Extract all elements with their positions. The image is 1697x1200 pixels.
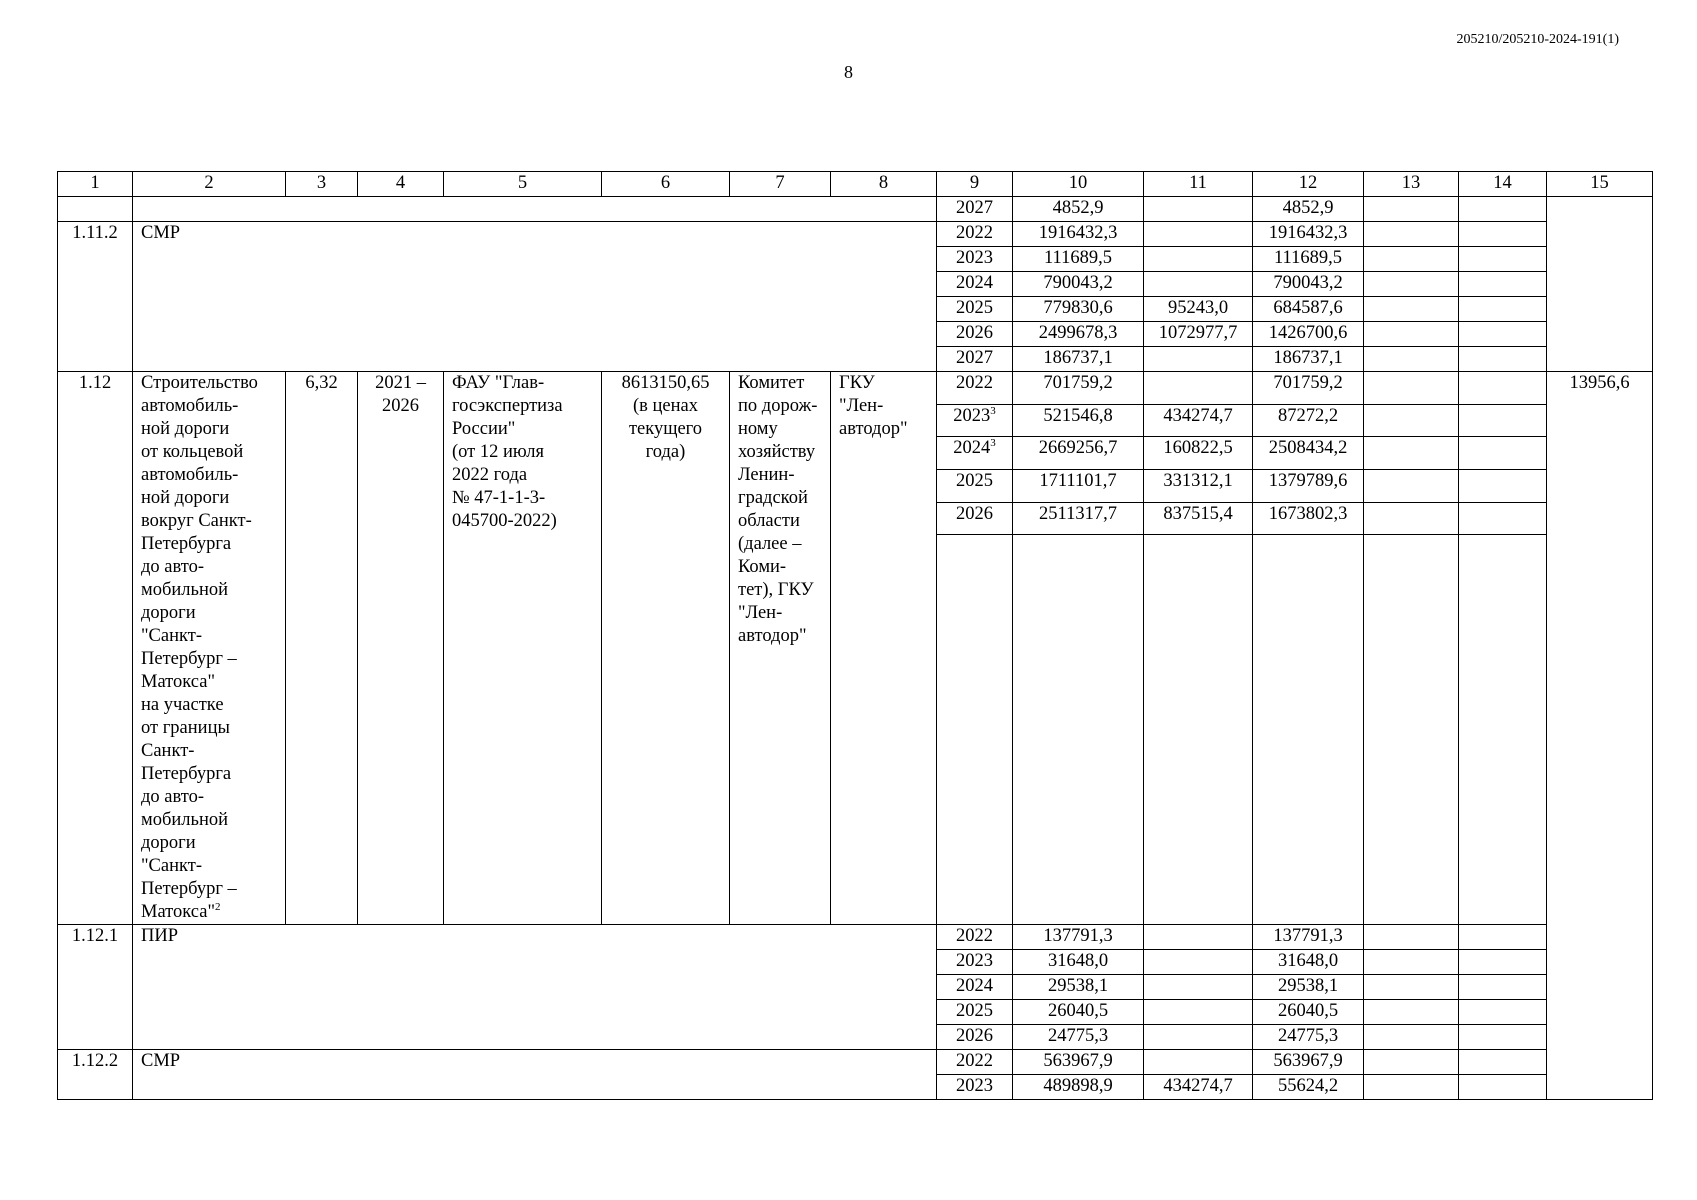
document-id: 205210/205210-2024-191(1) [1456, 32, 1619, 47]
year-footnote-mark: 3 [990, 404, 996, 417]
value-cell-c12: 2508434,2 [1253, 437, 1364, 470]
table-row [58, 925, 1653, 950]
value-cell-c10: 701759,2 [1013, 372, 1144, 405]
empty-cell-13 [1364, 470, 1459, 503]
item-name: СМР [133, 1050, 937, 1100]
value-cell-c12: 1379789,6 [1253, 470, 1364, 503]
year-value: 2022 [956, 926, 993, 946]
value-cell-c11 [1144, 925, 1253, 950]
value-cell-c12: 26040,5 [1253, 1000, 1364, 1025]
value-cell-c11 [1144, 1000, 1253, 1025]
empty-cell-13 [1364, 1050, 1459, 1075]
empty-cell-14 [1459, 404, 1547, 437]
year-value: 2022 [956, 223, 993, 243]
value-cell-c11 [1144, 1025, 1253, 1050]
year-value: 2025 [956, 471, 993, 492]
year-value: 2026 [956, 1026, 993, 1046]
year-value: 2025 [956, 1001, 993, 1021]
column-number: 6 [602, 172, 730, 197]
year-value: 2022 [956, 373, 993, 393]
column-number: 11 [1144, 172, 1253, 197]
value-cell-c11 [1144, 372, 1253, 405]
page-number: 8 [844, 62, 853, 82]
year-cell [937, 222, 1013, 247]
empty-cell-13 [1364, 404, 1459, 437]
empty-cell-13 [1364, 925, 1459, 950]
year-cell [937, 247, 1013, 272]
year-value: 2024 [953, 438, 991, 459]
empty-cell-1 [58, 197, 133, 222]
year-cell [937, 1075, 1013, 1100]
column-number: 13 [1364, 172, 1459, 197]
value-cell-c12: 55624,2 [1253, 1075, 1364, 1100]
value-cell-c12: 790043,2 [1253, 272, 1364, 297]
value-cell-c10: 31648,0 [1013, 950, 1144, 975]
value-cell-c11: 1072977,7 [1144, 322, 1253, 347]
column-number: 3 [286, 172, 358, 197]
value-cell-c11 [1144, 197, 1253, 222]
year-cell: 2027 [937, 197, 1013, 222]
table-header-row [58, 172, 1653, 197]
executor-cell: ГКУ "Лен- автодор" [831, 372, 937, 925]
empty-cell-14 [1459, 222, 1547, 247]
value-cell-c10: 111689,5 [1013, 247, 1144, 272]
value-cell-c10: 790043,2 [1013, 272, 1144, 297]
empty-cell-14 [1459, 1025, 1547, 1050]
year-cell [937, 404, 1013, 437]
column-15-value: 13956,6 [1547, 372, 1653, 1100]
value-cell-c11: 837515,4 [1144, 502, 1253, 535]
empty-cell [1144, 535, 1253, 925]
value-cell-c12: 24775,3 [1253, 1025, 1364, 1050]
value-cell-c12: 563967,9 [1253, 1050, 1364, 1075]
value-cell-c12: 1916432,3 [1253, 222, 1364, 247]
item-number: 1.12.2 [58, 1050, 133, 1100]
table-row [58, 197, 1653, 222]
year-value: 2026 [956, 323, 993, 343]
empty-cell-13 [1364, 222, 1459, 247]
empty-cell-14 [1459, 347, 1547, 372]
empty-cell-14 [1459, 1075, 1547, 1100]
value-cell-c10: 779830,6 [1013, 297, 1144, 322]
value-cell-c10: 24775,3 [1013, 1025, 1144, 1050]
empty-cell-14 [1459, 1050, 1547, 1075]
empty-cell-14 [1459, 925, 1547, 950]
table-row [58, 1050, 1653, 1075]
item-name [133, 372, 286, 925]
value-cell-c10: 521546,8 [1013, 404, 1144, 437]
value-cell-c12: 1673802,3 [1253, 502, 1364, 535]
empty-cell-14 [1459, 247, 1547, 272]
year-cell [937, 502, 1013, 535]
year-value: 2022 [956, 1051, 993, 1071]
year-value: 2023 [953, 405, 991, 426]
year-cell [937, 322, 1013, 347]
empty-cell-13 [1364, 1000, 1459, 1025]
value-cell-c12: 87272,2 [1253, 404, 1364, 437]
column-number: 9 [937, 172, 1013, 197]
item-number: 1.12 [58, 372, 133, 925]
value-cell-c12: 111689,5 [1253, 247, 1364, 272]
empty-cell-14 [1459, 322, 1547, 347]
item-name-text: Строительство автомобиль- ной дороги от кольцевой автомобиль- ной дороги вокруг Санкт- Петербурга до авто- мобильной дороги "Санкт- Петербург – Матокса" на участке от границы Санкт- Петербурга до авто- мобильной дороги "Санкт- Петербург – Матокса" [141, 373, 258, 922]
value-cell-c11: 331312,1 [1144, 470, 1253, 503]
value-cell-c12: 701759,2 [1253, 372, 1364, 405]
value-cell-c10: 4852,9 [1013, 197, 1144, 222]
empty-cell-14 [1459, 470, 1547, 503]
empty-cell-14 [1459, 950, 1547, 975]
empty-cell-13 [1364, 322, 1459, 347]
budget-table [57, 171, 1653, 1100]
value-cell-c12: 1426700,6 [1253, 322, 1364, 347]
empty-cell [1364, 535, 1459, 925]
empty-cell-14 [1459, 437, 1547, 470]
year-footnote-mark: 3 [990, 437, 996, 450]
empty-cell-14 [1459, 197, 1547, 222]
empty-cell-13 [1364, 1075, 1459, 1100]
column-number: 7 [730, 172, 831, 197]
empty-cell-14 [1459, 372, 1547, 405]
year-cell [937, 470, 1013, 503]
year-value: 2023 [956, 248, 993, 268]
empty-cell-14 [1459, 502, 1547, 535]
empty-cell-13 [1364, 372, 1459, 405]
column-number: 8 [831, 172, 937, 197]
value-cell-c12: 31648,0 [1253, 950, 1364, 975]
value-cell-c11 [1144, 975, 1253, 1000]
value-cell-c11 [1144, 347, 1253, 372]
column-number: 10 [1013, 172, 1144, 197]
column-number: 14 [1459, 172, 1547, 197]
empty-cell-13 [1364, 437, 1459, 470]
value-cell-c10: 563967,9 [1013, 1050, 1144, 1075]
value-cell-c10: 1711101,7 [1013, 470, 1144, 503]
value-cell-c11 [1144, 247, 1253, 272]
value-cell-c11: 95243,0 [1144, 297, 1253, 322]
value-cell-c10: 1916432,3 [1013, 222, 1144, 247]
empty-cell [937, 535, 1013, 925]
column-number: 2 [133, 172, 286, 197]
table-row [58, 222, 1653, 247]
empty-cell-13 [1364, 247, 1459, 272]
year-value: 2027 [956, 348, 993, 368]
empty-cell-13 [1364, 950, 1459, 975]
empty-cell-13 [1364, 502, 1459, 535]
empty-cell [1013, 535, 1144, 925]
empty-cell-13 [1364, 272, 1459, 297]
empty-cell-14 [1459, 1000, 1547, 1025]
customer-cell: Комитет по дорож- ному хозяйству Ленин- градской области (далее – Коми- тет), ГКУ "Лен- автодор" [730, 372, 831, 925]
column-number: 1 [58, 172, 133, 197]
year-value: 2023 [956, 951, 993, 971]
name-footnote-mark: 2 [215, 900, 221, 913]
column-number: 4 [358, 172, 444, 197]
expertise-cell: ФАУ "Глав- госэкспертиза России" (от 12 июля 2022 года № 47-1-1-3- 045700-2022) [444, 372, 602, 925]
year-cell [937, 925, 1013, 950]
empty-cell-13 [1364, 975, 1459, 1000]
year-value: 2023 [956, 1076, 993, 1096]
column-number: 5 [444, 172, 602, 197]
value-cell-c12: 29538,1 [1253, 975, 1364, 1000]
year-cell [937, 1000, 1013, 1025]
value-cell-c10: 2499678,3 [1013, 322, 1144, 347]
table-row [58, 372, 1653, 405]
empty-cell-14 [1459, 272, 1547, 297]
value-cell-c11: 434274,7 [1144, 1075, 1253, 1100]
item-number: 1.12.1 [58, 925, 133, 1050]
empty-cell-14 [1459, 297, 1547, 322]
value-cell-c10: 2511317,7 [1013, 502, 1144, 535]
value-cell-c10: 489898,9 [1013, 1075, 1144, 1100]
period-cell: 2021 – 2026 [358, 372, 444, 925]
empty-cell-13 [1364, 297, 1459, 322]
empty-cell [1459, 535, 1547, 925]
item-name: СМР [133, 222, 937, 372]
value-cell-c11 [1144, 222, 1253, 247]
year-cell [937, 975, 1013, 1000]
year-cell [937, 950, 1013, 975]
value-cell-c10: 137791,3 [1013, 925, 1144, 950]
year-cell [937, 272, 1013, 297]
column-number: 12 [1253, 172, 1364, 197]
empty-cell-14 [1459, 975, 1547, 1000]
value-cell-c12: 137791,3 [1253, 925, 1364, 950]
year-value: 2024 [956, 976, 993, 996]
empty-cell-13 [1364, 347, 1459, 372]
year-value: 2024 [956, 273, 993, 293]
value-cell-c11 [1144, 950, 1253, 975]
column-number: 15 [1547, 172, 1653, 197]
value-cell-c11: 434274,7 [1144, 404, 1253, 437]
empty-cell-2-8 [133, 197, 937, 222]
value-cell-c11 [1144, 1050, 1253, 1075]
empty-cell-15 [1547, 197, 1653, 372]
item-name: ПИР [133, 925, 937, 1050]
value-cell-c12: 186737,1 [1253, 347, 1364, 372]
year-cell [937, 1025, 1013, 1050]
year-cell [937, 1050, 1013, 1075]
empty-cell-13 [1364, 1025, 1459, 1050]
value-cell-c12: 684587,6 [1253, 297, 1364, 322]
year-cell [937, 297, 1013, 322]
value-cell-c10: 26040,5 [1013, 1000, 1144, 1025]
value-cell-c12: 4852,9 [1253, 197, 1364, 222]
year-cell [937, 372, 1013, 405]
value-cell-c10: 186737,1 [1013, 347, 1144, 372]
year-cell [937, 437, 1013, 470]
value-cell-c10: 29538,1 [1013, 975, 1144, 1000]
value-cell-c11 [1144, 272, 1253, 297]
empty-cell [1253, 535, 1364, 925]
value-cell-c11: 160822,5 [1144, 437, 1253, 470]
year-value: 2026 [956, 503, 993, 524]
item-number: 1.11.2 [58, 222, 133, 372]
value-cell-c10: 2669256,7 [1013, 437, 1144, 470]
year-value: 2025 [956, 298, 993, 318]
empty-cell-13 [1364, 197, 1459, 222]
cost-cell: 8613150,65 (в ценах текущего года) [602, 372, 730, 925]
length-cell: 6,32 [286, 372, 358, 925]
year-cell [937, 347, 1013, 372]
